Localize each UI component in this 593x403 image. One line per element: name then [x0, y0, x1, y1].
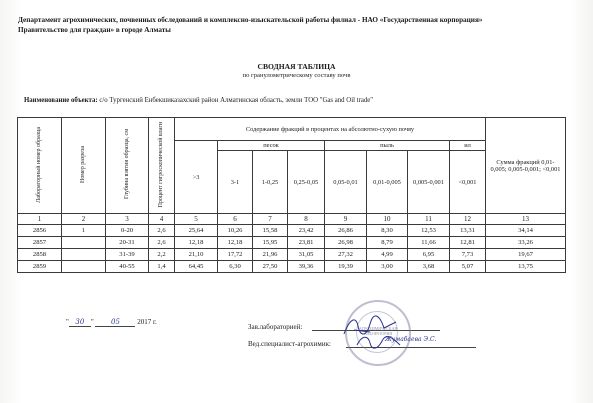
cell-value: 12,18	[218, 237, 253, 249]
header-lab-number: Лабораторный номер образца	[18, 118, 62, 214]
cell-hygro: 2,6	[149, 237, 175, 249]
cell-value: 12,18	[175, 237, 218, 249]
header-col-001-0005: 0,01-0,005	[367, 151, 408, 214]
table-row	[18, 225, 566, 237]
cell-value: 11,66	[408, 237, 450, 249]
header-section-number: Номер разреза	[62, 118, 106, 214]
cell-value: 26,86	[325, 225, 367, 237]
cell-value: 8,30	[367, 225, 408, 237]
header-col-1-025: 1-0,25	[253, 151, 288, 214]
cell-lab: 2858	[18, 249, 62, 261]
column-number: 7	[253, 214, 288, 225]
column-number: 11	[408, 214, 450, 225]
column-number: 2	[62, 214, 106, 225]
cell-value: 25,64	[175, 225, 218, 237]
column-number: 3	[106, 214, 149, 225]
cell-value: 7,73	[450, 249, 486, 261]
date-month: 05	[95, 318, 135, 327]
cell-hygro: 2,6	[149, 225, 175, 237]
column-number: 8	[288, 214, 325, 225]
column-number: 12	[450, 214, 486, 225]
specialist-label: Вед.специалист-агрохимик:	[248, 340, 331, 348]
date-line: " 30 " 05 2017 г.	[66, 318, 157, 326]
column-number: 1	[18, 214, 62, 225]
specialist-name: Жумабаева Э.С.	[385, 336, 437, 343]
cell-value: 17,72	[218, 249, 253, 261]
cell-value: 12,81	[450, 237, 486, 249]
header-col-lt0001: <0,001	[450, 151, 486, 214]
cell-value: 31,05	[288, 249, 325, 261]
header-col-025-005: 0,25-0,05	[288, 151, 325, 214]
cell-value: 6,95	[408, 249, 450, 261]
date-year: 2017 г.	[137, 318, 157, 326]
cell-value: 26,98	[325, 237, 367, 249]
cell-sum: 33,26	[486, 237, 566, 249]
column-number: 10	[367, 214, 408, 225]
organization-header	[18, 15, 573, 35]
object-line	[24, 97, 373, 104]
cell-value: 3,68	[408, 261, 450, 273]
cell-sum: 13,75	[486, 261, 566, 273]
header-sand: песок	[218, 141, 325, 151]
cell-lab: 2857	[18, 237, 62, 249]
column-number: 6	[218, 214, 253, 225]
header-col-0005-0001: 0,005-0,001	[408, 151, 450, 214]
cell-value: 23,42	[288, 225, 325, 237]
granulometric-table	[17, 117, 566, 273]
cell-section	[62, 261, 106, 273]
cell-value: 21,10	[175, 249, 218, 261]
column-number: 5	[175, 214, 218, 225]
header-col-005-001: 0,05-0,01	[325, 151, 367, 214]
org-line-2: Правительство для граждан» в городе Алматы	[18, 26, 171, 34]
cell-value: 3,00	[367, 261, 408, 273]
object-value: с/о Тургенский Енбекшиказахский район Алматинская область, земли ТОО "Gas and Oil trade"	[99, 97, 374, 104]
cell-hygro: 1,4	[149, 261, 175, 273]
cell-value: 6,30	[218, 261, 253, 273]
cell-value: 8,79	[367, 237, 408, 249]
cell-lab: 2859	[18, 261, 62, 273]
header-fractions: Содержание фракций в процентах на абсолютно-сухую почву	[175, 118, 486, 141]
document-subtitle: по гранулометрическому составу почв	[242, 72, 351, 79]
cell-value: 27,50	[253, 261, 288, 273]
cell-depth: 31-39	[106, 249, 149, 261]
header-col-3-1: 3-1	[218, 151, 253, 214]
cell-value: 15,58	[253, 225, 288, 237]
specialist-signature	[354, 333, 404, 353]
cell-value: 21,96	[253, 249, 288, 261]
cell-value: 64,45	[175, 261, 218, 273]
cell-section	[62, 249, 106, 261]
cell-depth: 0-20	[106, 225, 149, 237]
column-number: 13	[486, 214, 566, 225]
cell-sum: 19,67	[486, 249, 566, 261]
header-clay: ил	[450, 141, 486, 151]
cell-depth: 20-31	[106, 237, 149, 249]
header-silt: пыль	[325, 141, 450, 151]
cell-value: 12,53	[408, 225, 450, 237]
cell-value: 5,07	[450, 261, 486, 273]
column-number: 4	[149, 214, 175, 225]
document-title: СВОДНАЯ ТАБЛИЦА	[257, 62, 336, 71]
cell-value: 10,26	[218, 225, 253, 237]
head-label: Зав.лабораторией:	[248, 323, 303, 331]
cell-value: 19,39	[325, 261, 367, 273]
object-label: Наименование объекта:	[24, 97, 98, 104]
org-line-1: Департамент агрохимических, почвенных обследований и комплексно-изыскательской работы филиал - НАО «Государственная корпорация»	[18, 16, 483, 24]
table-row	[18, 261, 566, 273]
cell-value: 39,36	[288, 261, 325, 273]
cell-value: 13,31	[450, 225, 486, 237]
header-hygro-moisture: Процент гигроскопической влаги	[149, 118, 175, 214]
column-number-row	[18, 214, 566, 225]
stamp-text: АГРОХИМИЧЕСКАЯ ЛАБОРАТОРИЯ	[358, 326, 398, 336]
cell-section	[62, 237, 106, 249]
cell-hygro: 2,2	[149, 249, 175, 261]
cell-value: 15,95	[253, 237, 288, 249]
cell-depth: 40-55	[106, 261, 149, 273]
column-number: 9	[325, 214, 367, 225]
cell-section: 1	[62, 225, 106, 237]
header-sum: Сумма фракций 0,01-0,005; 0,005-0,001; <0,001	[486, 118, 566, 214]
cell-value: 23,81	[288, 237, 325, 249]
table-row	[18, 249, 566, 261]
cell-value: 4,99	[367, 249, 408, 261]
cell-value: 27,32	[325, 249, 367, 261]
table-row	[18, 237, 566, 249]
cell-sum: 34,14	[486, 225, 566, 237]
header-col-gt3: >3	[175, 141, 218, 214]
cell-lab: 2856	[18, 225, 62, 237]
header-depth: Глубина взятия образца, см	[106, 118, 149, 214]
date-day: 30	[69, 318, 91, 327]
